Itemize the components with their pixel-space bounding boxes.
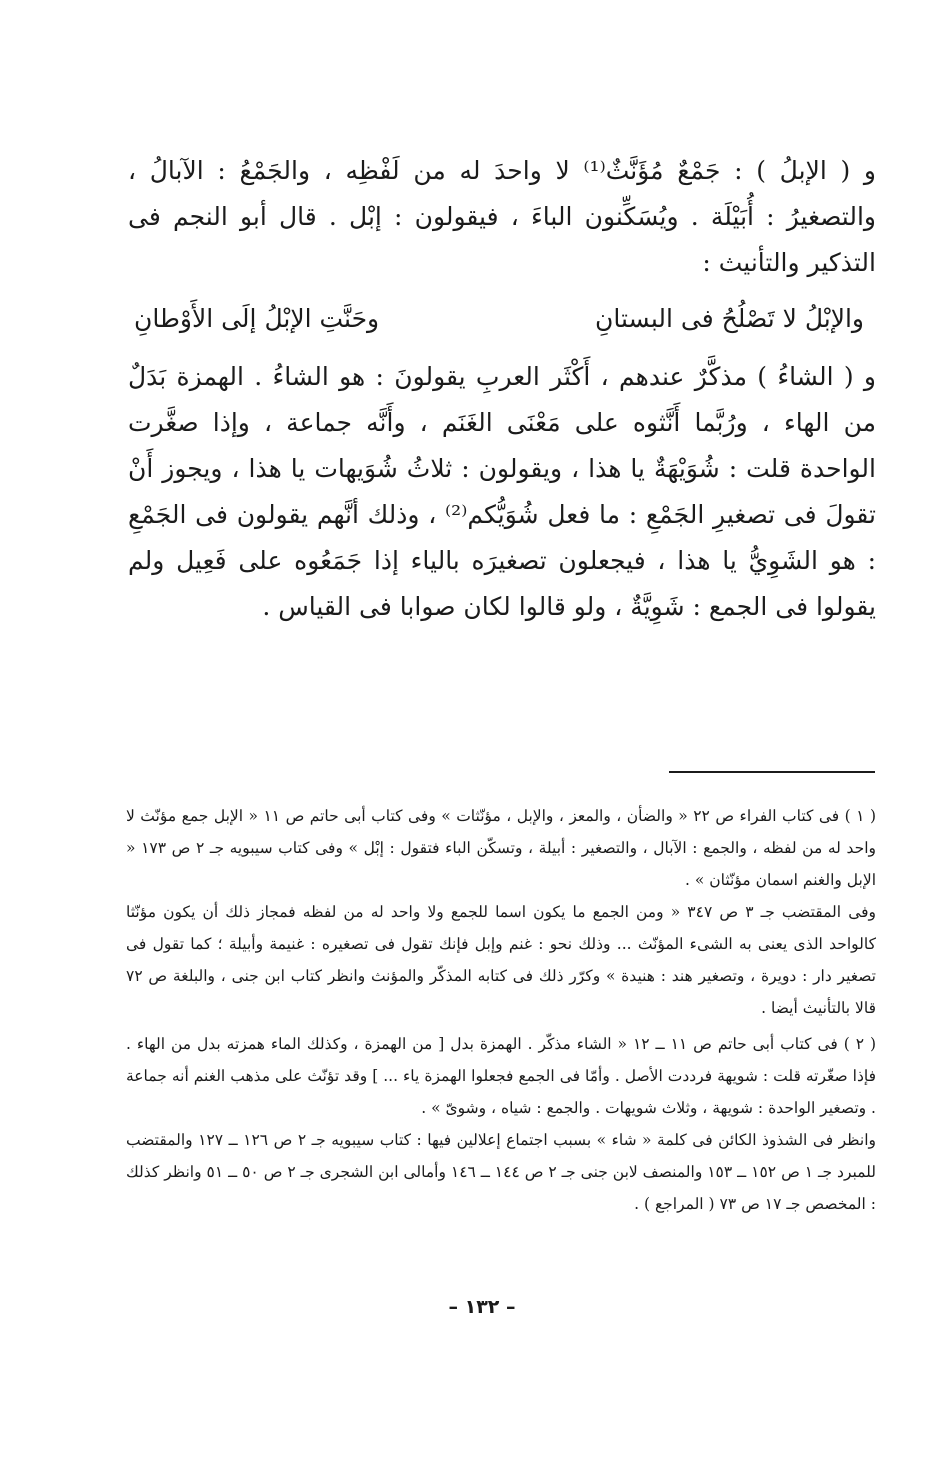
footnote-2-continued: وانظر فى الشذوذ الكائن فى كلمة « شاء » بسبب اجتماع إعلالين فيها : كتاب سيبويه جـ ٢ ص ١٢٦ ــ ١٢٧ والمقتضب للمبرد جـ ١ ص ١٥٢ ــ ١٥٣ والمنصف لابن جنى جـ ٢ ص ١٤٤ ــ ١٤٦ وأمالى ابن الشجرى جـ ٢ ص ٥٠ ــ ٥١ وانظر كذلك : المخصص جـ ١٧ ص ٧٣ ( المراجع ) . [125,1131,877,1213]
verse-first-hemistich: والإبْلُ لا تَصْلُحُ فى البستانِ [595,304,864,333]
footnote-1: ( ١ ) فى كتاب الفراء ص ٢٢ « والضأن ، والمعز ، والإبل ، مؤنّثات » وفى كتاب أبى حاتم ص ١١ « الإبل جمع مؤنّث لا واحد له من لفظه ، والجمع : الآبال ، والتصغير : أبيلة ، وتسكّن الباء فتقول : إبْل » وفى كتاب سيبويه جـ ٢ ص ١٧٣ « الإبل والغنم اسمان مؤنّثان » . [126,807,876,889]
main-text [128,148,876,630]
footnote-1-continued: وفى المقتضب جـ ٣ ص ٣٤٧ « ومن الجمع ما يكون اسما للجمع ولا واحد له من لفظه فمجاز ذلك أن يكون مؤنّثا كالواحد الذى يعنى به الشىء المؤنّث ... وذلك نحو : غنم وإبل فإنك تقول فى تصغيره : غنيمة وأبيلة ؛ كما تقول فى تصغير دار : دويرة ، وتصغير هند : هنيدة » وكرّر ذلك فى كتابه المذكّر والمؤنث وانظر كتاب ابن جنى ، والبلغة ص ٧٢ قالا بالتأنيث أيضا . [126,903,877,1017]
footnotes [126,800,876,1220]
paragraph-camels: و ( الإبلُ ) : جَمْعٌ مُؤَنَّثٌ⁽¹⁾ لا واحدَ له من لَفْظِه ، والجَمْعُ : الآبالُ ، والتصغيرُ : أُبَيْلَة . ويُسَكِّنون الباءَ ، فيقولون : إبْل . قال أبو النجم فى التذكير والتأنيث : [128,156,876,277]
verse-second-hemistich: وحَنَّتِ الإبْلُ إلَى الأَوْطانِ [134,304,380,333]
footnote-separator [669,771,875,773]
page-number: – ١٣٢ – [448,1296,516,1318]
poem-verse [128,294,864,344]
footnote-2: ( ٢ ) فى كتاب أبى حاتم ص ١١ ــ ١٢ « الشاء مذكّر . الهمزة بدل [ من الهمزة ، وكذلك الماء همزته بدل من الهاء . فإذا صغّرته قلت : شويهة فرددت الأصل . وأمّا فى الجمع فجعلوا الهمزة ياء ... ] وقد تؤنّث على مذهب الغنم أنه جماعة . وتصغير الواحدة : شويهة ، وثلاث شويهات . والجمع : شياه ، وشوىّ » . [126,1035,876,1117]
paragraph-sheep: و ( الشاءُ ) مذكَّرٌ عندهم ، أَكْثَر العربِ يقولونَ : هو الشاءُ . الهمزة بَدَلٌ من الهاء ، ورُبَّما أَنَّثوه على مَعْنَى الغَنَم ، وأَنَّه جماعة ، وإذا صغَّرت الواحدة قلت : شُوَيْهَةٌ يا هذا ، ويقولون : ثلاثُ شُوَيهات يا هذا ، ويجوز أَنْ تقولَ فى تصغيرِ الجَمْعِ : ما فعل شُوَيُّكم⁽²⁾ ، وذلك أنَّهم يقولون فى الجَمْعِ : هو الشَوِيُّ يا هذا ، فيجعلون تصغيرَه بالياء إذا جَمَعُوه على فَعِيل ولم يقولوا فى الجمع : شَوِيَّةٌ ، ولو قالوا لكان صوابا فى القياس . [128,362,877,621]
